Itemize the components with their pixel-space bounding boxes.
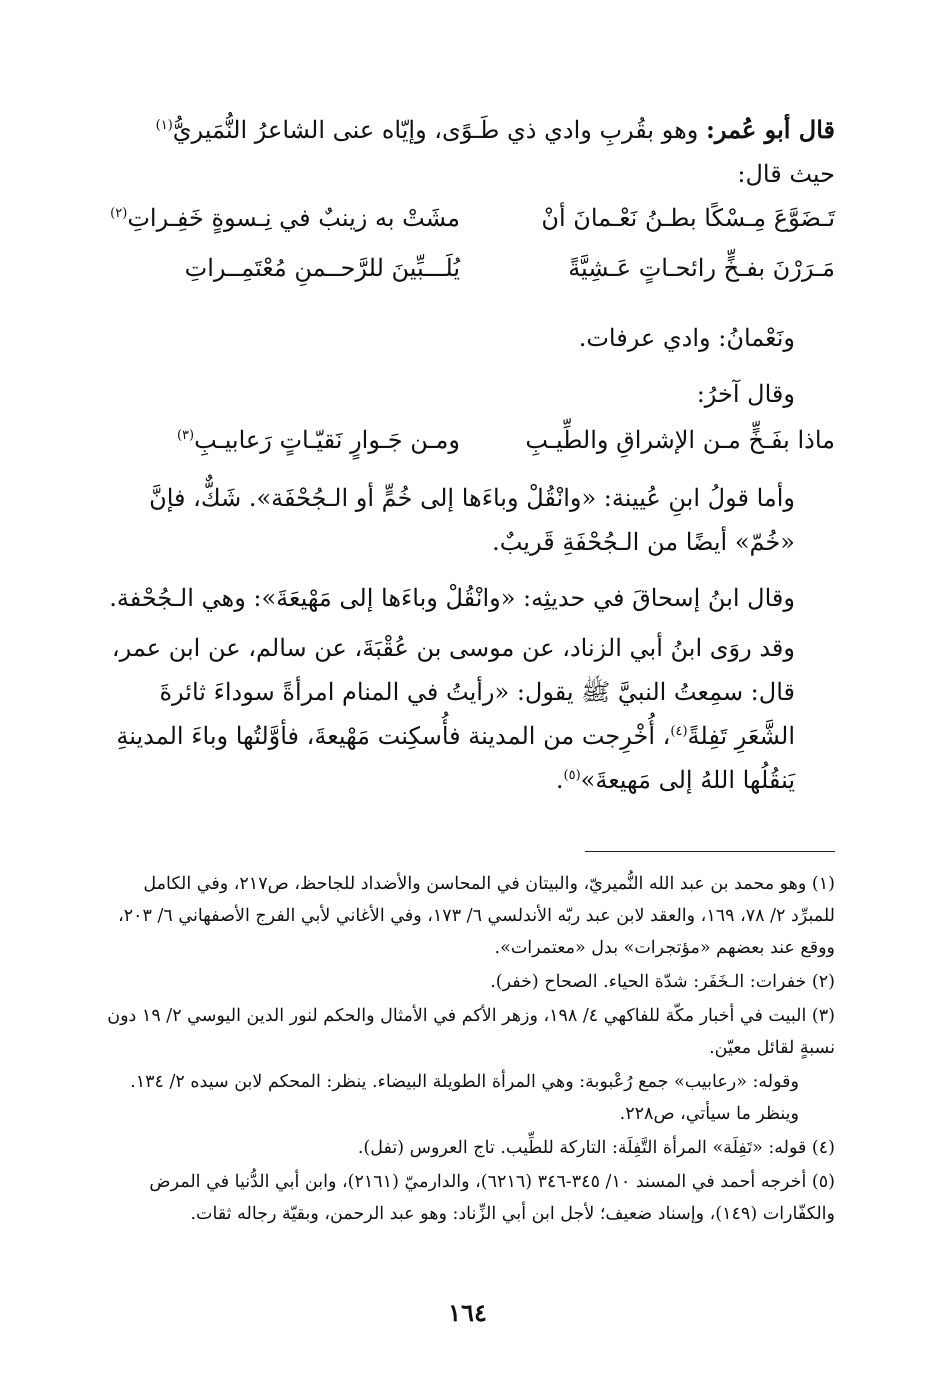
verse-line-3 [100,426,835,476]
footnote-3: (٣) البيت في أخبار مكّة للفاكهي ٤/ ١٩٨، وزهر الأكم في الأمثال والحكم لنور الدين اليوسي ٢/ ١٩ دون نسبةٍ لقائل معيّن. [107,1006,835,1058]
footnotes [100,868,835,1232]
paragraph-another-said: وقال آخرُ: [696,380,795,408]
speaker-label: قال أبو عُمر: [706,115,835,144]
footnote-5: (٥) أخرجه أحمد في المسند ١٠/ ٣٤٥-٣٤٦ (٦٢١٦)، والدارميّ (٢١٦١)، وابن أبي الدُّنيا في المرض والكفّارات (١٤٩)، وإسناد ضعيف؛ لأجل ابن أبي الزِّناد: وهو عبد الرحمن، وبقيّة رجاله ثقات. [149,1172,835,1224]
page-number: ١٦٤ [448,1298,487,1327]
verse-hemistich-second: ومـن جَـوارٍ نَقيّـاتٍ رَعابيـبِ$^{(٣)}$ [176,426,460,454]
paragraph-line: حيث قال: [737,160,835,188]
footnote-ref-5: (٥) [563,768,581,783]
paragraph-ibn-ishaq: وقال ابنُ إسحاقَ في حديثِه: «وانْقُلْ وباءَها إلى مَهْيعَةَ»: وهي الـجُحْفة. [109,584,795,612]
paragraph-hadith: وقد روَى ابنُ أبي الزناد، عن موسى بن عُقْبَةَ، عن سالم، عن ابن عمر، قال: سمِعتُ النبيَّ ﷺ يقول: «رأيتُ في المنام امرأةً سوداءَ ثائرةَ الشَّعَرِ تَفِلةً$^{(٤)}$، أُخْرِجت من المدينة فأُسكِنت مَهْيعةَ، فأوَّلتُها وباءَ المدينةِ يَنقُلُها اللهُ إلى مَهيعةَ»$^{(٥)}$. [111,634,795,794]
main-text [100,108,835,802]
footnote-3-continued: وقوله: «رعابيب» جمع رُعْبوبة: وهي المرأة الطويلة البيضاء. ينظر: المحكم لابن سيده ٢/ ١٣٤. وينظر ما سيأتي، ص٢٢٨. [130,1072,799,1124]
footnote-2: (٢) خفرات: الـخَفَر: شدّة الحياء. الصحاح (خفر). [490,972,835,992]
paragraph-ibn-uyayna: وأما قولُ ابنِ عُيينة: «وانْقُلْ وباءَها إلى خُمٍّ أو الـجُحْفَة». شَكٌّ، فإنَّ «خُمّ» أيضًا من الـجُحْفَةِ قَريبٌ. [149,484,795,556]
footnote-1: (١) وهو محمد بن عبد الله النُّميريّ، والبيتان في المحاسن والأضداد للجاحظ، ص٢١٧، وفي الكامل للمبرِّد ٢/ ٧٨، ١٦٩، والعقد لابن عبد ربّه الأندلسي ٦/ ١٧٣، وفي الأغاني لأبي الفرج الأصفهاني ٦/ ٢٠٣، ووقع عند بعضهم «مؤتجرات» بدل «معتمرات». [118,874,835,958]
footnote-ref-1: (١) [155,118,173,133]
footnote-ref-2: (٢) [110,206,128,221]
paragraph-numan: ونَعْمانُ: وادي عرفات. [578,324,795,352]
footnote-ref-3: (٣) [176,428,195,443]
footnote-separator [585,851,835,852]
footnote-4: (٤) قوله: «تَفِلَة» المرأة التَّفِلَة: التاركة للطِّيب. تاج العروس (تفل). [357,1138,835,1158]
footnote-ref-4: (٤) [670,724,688,739]
verse-line-2 [100,254,835,304]
paragraph-abu-umar [100,108,835,152]
verse-hemistich-second: مشَتْ به زينبٌ في نِـسوةٍ خَفِـراتِ$^{(٢)}$ [110,204,460,232]
paragraph-text: وهو بقُربِ وادي ذي طَـوًى، وإيّاه عنى الشاعرُ النُّمَيريُّ [172,116,707,144]
verse-hemistich-second: يُلَـــبِّينَ للرَّحــمنِ مُعْتَمِــراتِ [184,254,460,282]
verse-hemistich-first: تَـضَوَّعَ مِـسْكًا بطـنُ نَعْـمانَ أنْ [541,204,835,232]
verse-hemistich-first: ماذا بفَـخٍّ مـن الإشراقِ والطِّيـبِ [525,426,835,454]
verse-line-1 [100,204,835,254]
verse-hemistich-first: مَـرَرْنَ بفـخٍّ رائحـاتٍ عَـشِيَّةً [568,254,835,282]
